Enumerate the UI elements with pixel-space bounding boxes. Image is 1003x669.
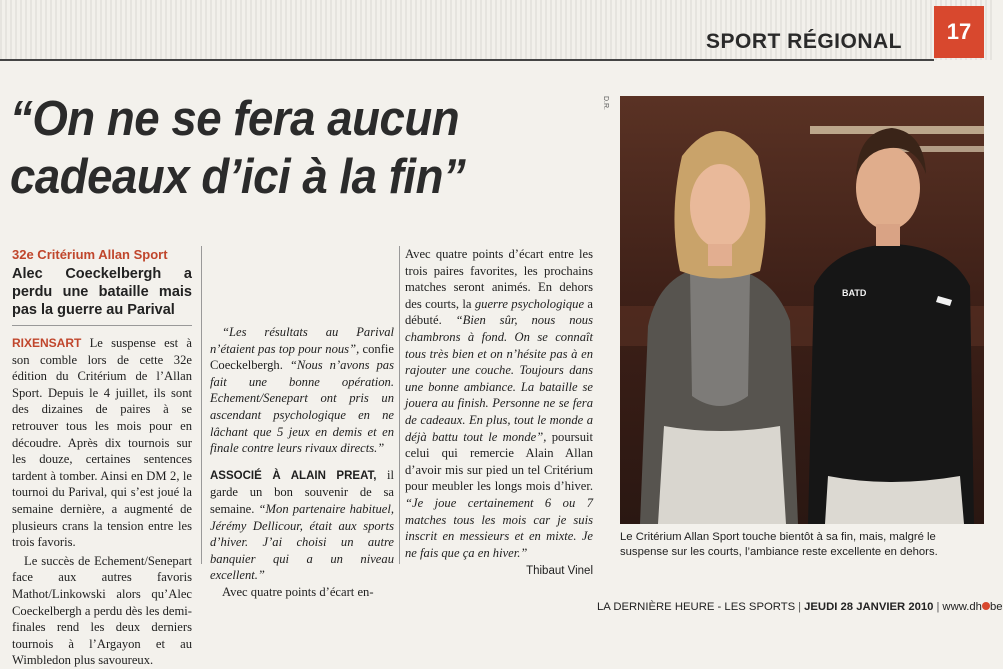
paragraph-4 — [210, 467, 394, 584]
header-rule — [0, 59, 934, 61]
deck: Alec Coeckelbergh a perdu une bataille mais pas la guerre au Parival — [12, 266, 192, 318]
dateline: RIXENSART — [12, 336, 82, 350]
dot-icon — [982, 602, 990, 610]
article-column-3 — [405, 246, 593, 580]
paragraph-1-text: Le suspense est à son comble lors de cette 32e édition du Critérium de l’Allan Sport. Depuis le 4 juillet, ils sont des dizaines de paires à se retrouver tous les mois pour en découdre. Après dix tournois sur les douze, certaines sentences tardent à tomber. Ainsi en DM 2, le tournoi du Parival, qui s’est joué la semaine dernière, a augmenté de plusieurs crans la tension entre les trois favoris. — [12, 336, 192, 550]
photo-illustration — [620, 96, 984, 524]
paragraph-5 — [405, 246, 593, 561]
column-2-spacer — [210, 232, 394, 324]
shirt-logo: BATD — [842, 288, 867, 298]
section-label: SPORT RÉGIONAL — [706, 30, 903, 53]
footer-site-prefix: www.dh — [942, 601, 982, 613]
kicker: 32e Critérium Allan Sport — [12, 247, 168, 262]
paragraph-5-start: Avec quatre points d’écart en- — [222, 584, 374, 599]
footer-date: JEUDI 28 JANVIER 2010 — [804, 601, 934, 613]
photo-caption: Le Critérium Allan Sport touche bientôt à sa fin, mais, malgré le suspense sur les courts, l’ambiance reste excellente en dehors. — [620, 531, 938, 558]
paragraph-5-end: a débuté. — [405, 296, 593, 328]
paragraph-3 — [210, 324, 394, 457]
emphasis: guerre psychologique — [474, 296, 585, 311]
article-photo — [620, 96, 984, 524]
footer-paper: LA DERNIÈRE HEURE - LES SPORTS — [597, 601, 796, 613]
quote-5: “Je joue certainement 6 ou 7 matches tous les mois car je suis inscrit en messieurs et en mixte. Je ne fais que ça en hiver.” — [405, 495, 593, 560]
subhead: ASSOCIÉ À ALAIN PREAT, — [210, 469, 377, 482]
quote-4: “Bien sûr, nous nous chambrons à fond. On se connaît tous très bien et on n’hésite pas à en rajouter une couche. Toujours dans une bonne ambiance. La bataille se jouera au finish. Personne ne se fera de cadeaux. En plus, tout le monde a déjà battu tout le monde”, — [405, 313, 593, 444]
deck-rule — [12, 325, 192, 326]
page-number-badge: 17 — [934, 6, 984, 58]
footer-separator: | — [798, 601, 802, 613]
paragraph-4-text: il garde un bon souvenir de sa semaine. — [210, 467, 394, 516]
byline: Thibaut Vinel — [526, 565, 593, 578]
headline-line-2: cadeaux d’ici à la fin” — [10, 150, 466, 204]
quote-3: “Mon partenaire habituel, Jérémy Dellicour, était aux sports d’hiver. J’ai choisi un autre banquier qui a un niveau excellent.” — [210, 501, 395, 583]
headline-line-1: “On ne se fera aucun — [10, 92, 460, 146]
paragraph-2: Le succès de Echement/Senepart face aux autres favoris Mathot/Linkowski alors qu’Alec Coeckelbergh a perdu dès les demi-finales rend les deux derniers tournois à l’Argayon et au Wimbledon plus savoureux. — [12, 553, 192, 668]
column-divider — [201, 246, 202, 564]
footer-separator: | — [936, 601, 940, 613]
footer — [597, 601, 1003, 613]
footer-site-suffix: be — [989, 601, 1003, 613]
article-column-1 — [12, 246, 192, 669]
paragraph-3-text: confie Coeckelbergh. — [210, 341, 394, 373]
article-column-2 — [210, 232, 394, 601]
column-divider — [399, 246, 400, 564]
headline — [10, 90, 568, 206]
paragraph-5-text: Avec quatre points d’écart entre les trois paires favorites, les prochains matches seront animés. En dehors des courts, la — [405, 247, 593, 311]
photo-credit: D.R. — [602, 96, 609, 110]
paragraph-1 — [12, 335, 192, 551]
quote-1: “Les résultats au Parival n’étaient pas top pour nous”, — [210, 325, 394, 356]
paragraph-6-text: poursuit celui qui remercie Alain Allan d’avoir mis sur pied un tel Critérium pour meubler les longs mois d’hiver. — [405, 429, 594, 494]
quote-2: “Nous n’avons pas fait une bonne opération. Echement/Senepart ont pris un ascendant psychologique en ne lâchant que 5 jeux en demis et en finale contre leurs rivaux directs.” — [210, 358, 394, 456]
